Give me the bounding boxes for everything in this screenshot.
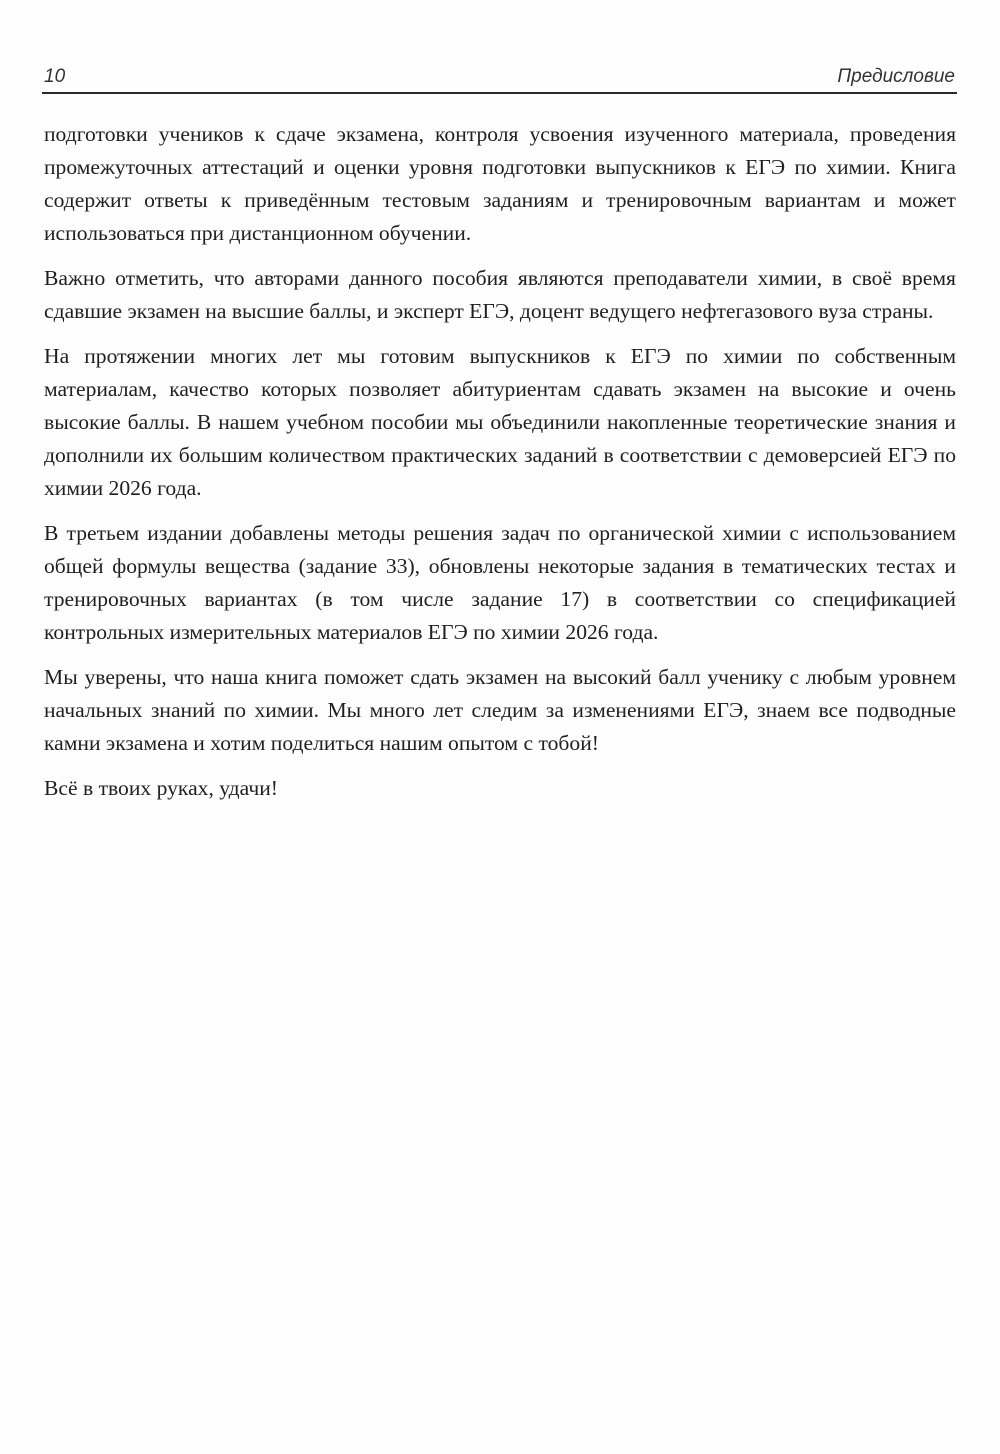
paragraph-confidence: Мы уверены, что наша книга поможет сдать экзамен на высокий балл ученику с любым уровнем начальных знаний по химии. Мы много лет следим за изменениями ЕГЭ, знаем все подводные камни экзамена и хотим поделиться нашим опытом с тобой!	[44, 665, 956, 755]
body-text	[44, 118, 956, 817]
paragraph-experience: На протяжении многих лет мы готовим выпускников к ЕГЭ по химии по собственным материалам, качество которых позволяет абитуриентам сдавать экзамен на высокие и очень высокие баллы. В нашем учебном пособии мы объединили накопленные теоретические знания и дополнили их большим количеством практических заданий в соответствии с демоверсией ЕГЭ по химии 2026 года.	[44, 344, 956, 500]
paragraph-authors: Важно отметить, что авторами данного пособия являются преподаватели химии, в своё время сдавшие экзамен на высшие баллы, и эксперт ЕГЭ, доцент ведущего нефтегазового вуза страны.	[44, 266, 956, 323]
page-number: 10	[44, 66, 66, 87]
paragraph-closing: Всё в твоих руках, удачи!	[44, 776, 278, 800]
running-header	[42, 64, 957, 94]
section-title: Предисловие	[837, 66, 955, 87]
paragraph-purpose: подготовки учеников к сдаче экзамена, контроля усвоения изученного материала, проведения промежуточных аттестаций и оценки уровня подготовки выпускников к ЕГЭ по химии. Книга содержит ответы к приведённым тестовым заданиям и тренировочным вариантам и может использоваться при дистанционном обучении.	[44, 122, 956, 245]
paragraph-third-edition: В третьем издании добавлены методы решения задач по органической химии с использованием общей формулы вещества (задание 33), обновлены некоторые задания в тематических тестах и тренировочных вариантах (в том числе задание 17) в соответствии со спецификацией контрольных измерительных материалов ЕГЭ по химии 2026 года.	[44, 521, 956, 644]
